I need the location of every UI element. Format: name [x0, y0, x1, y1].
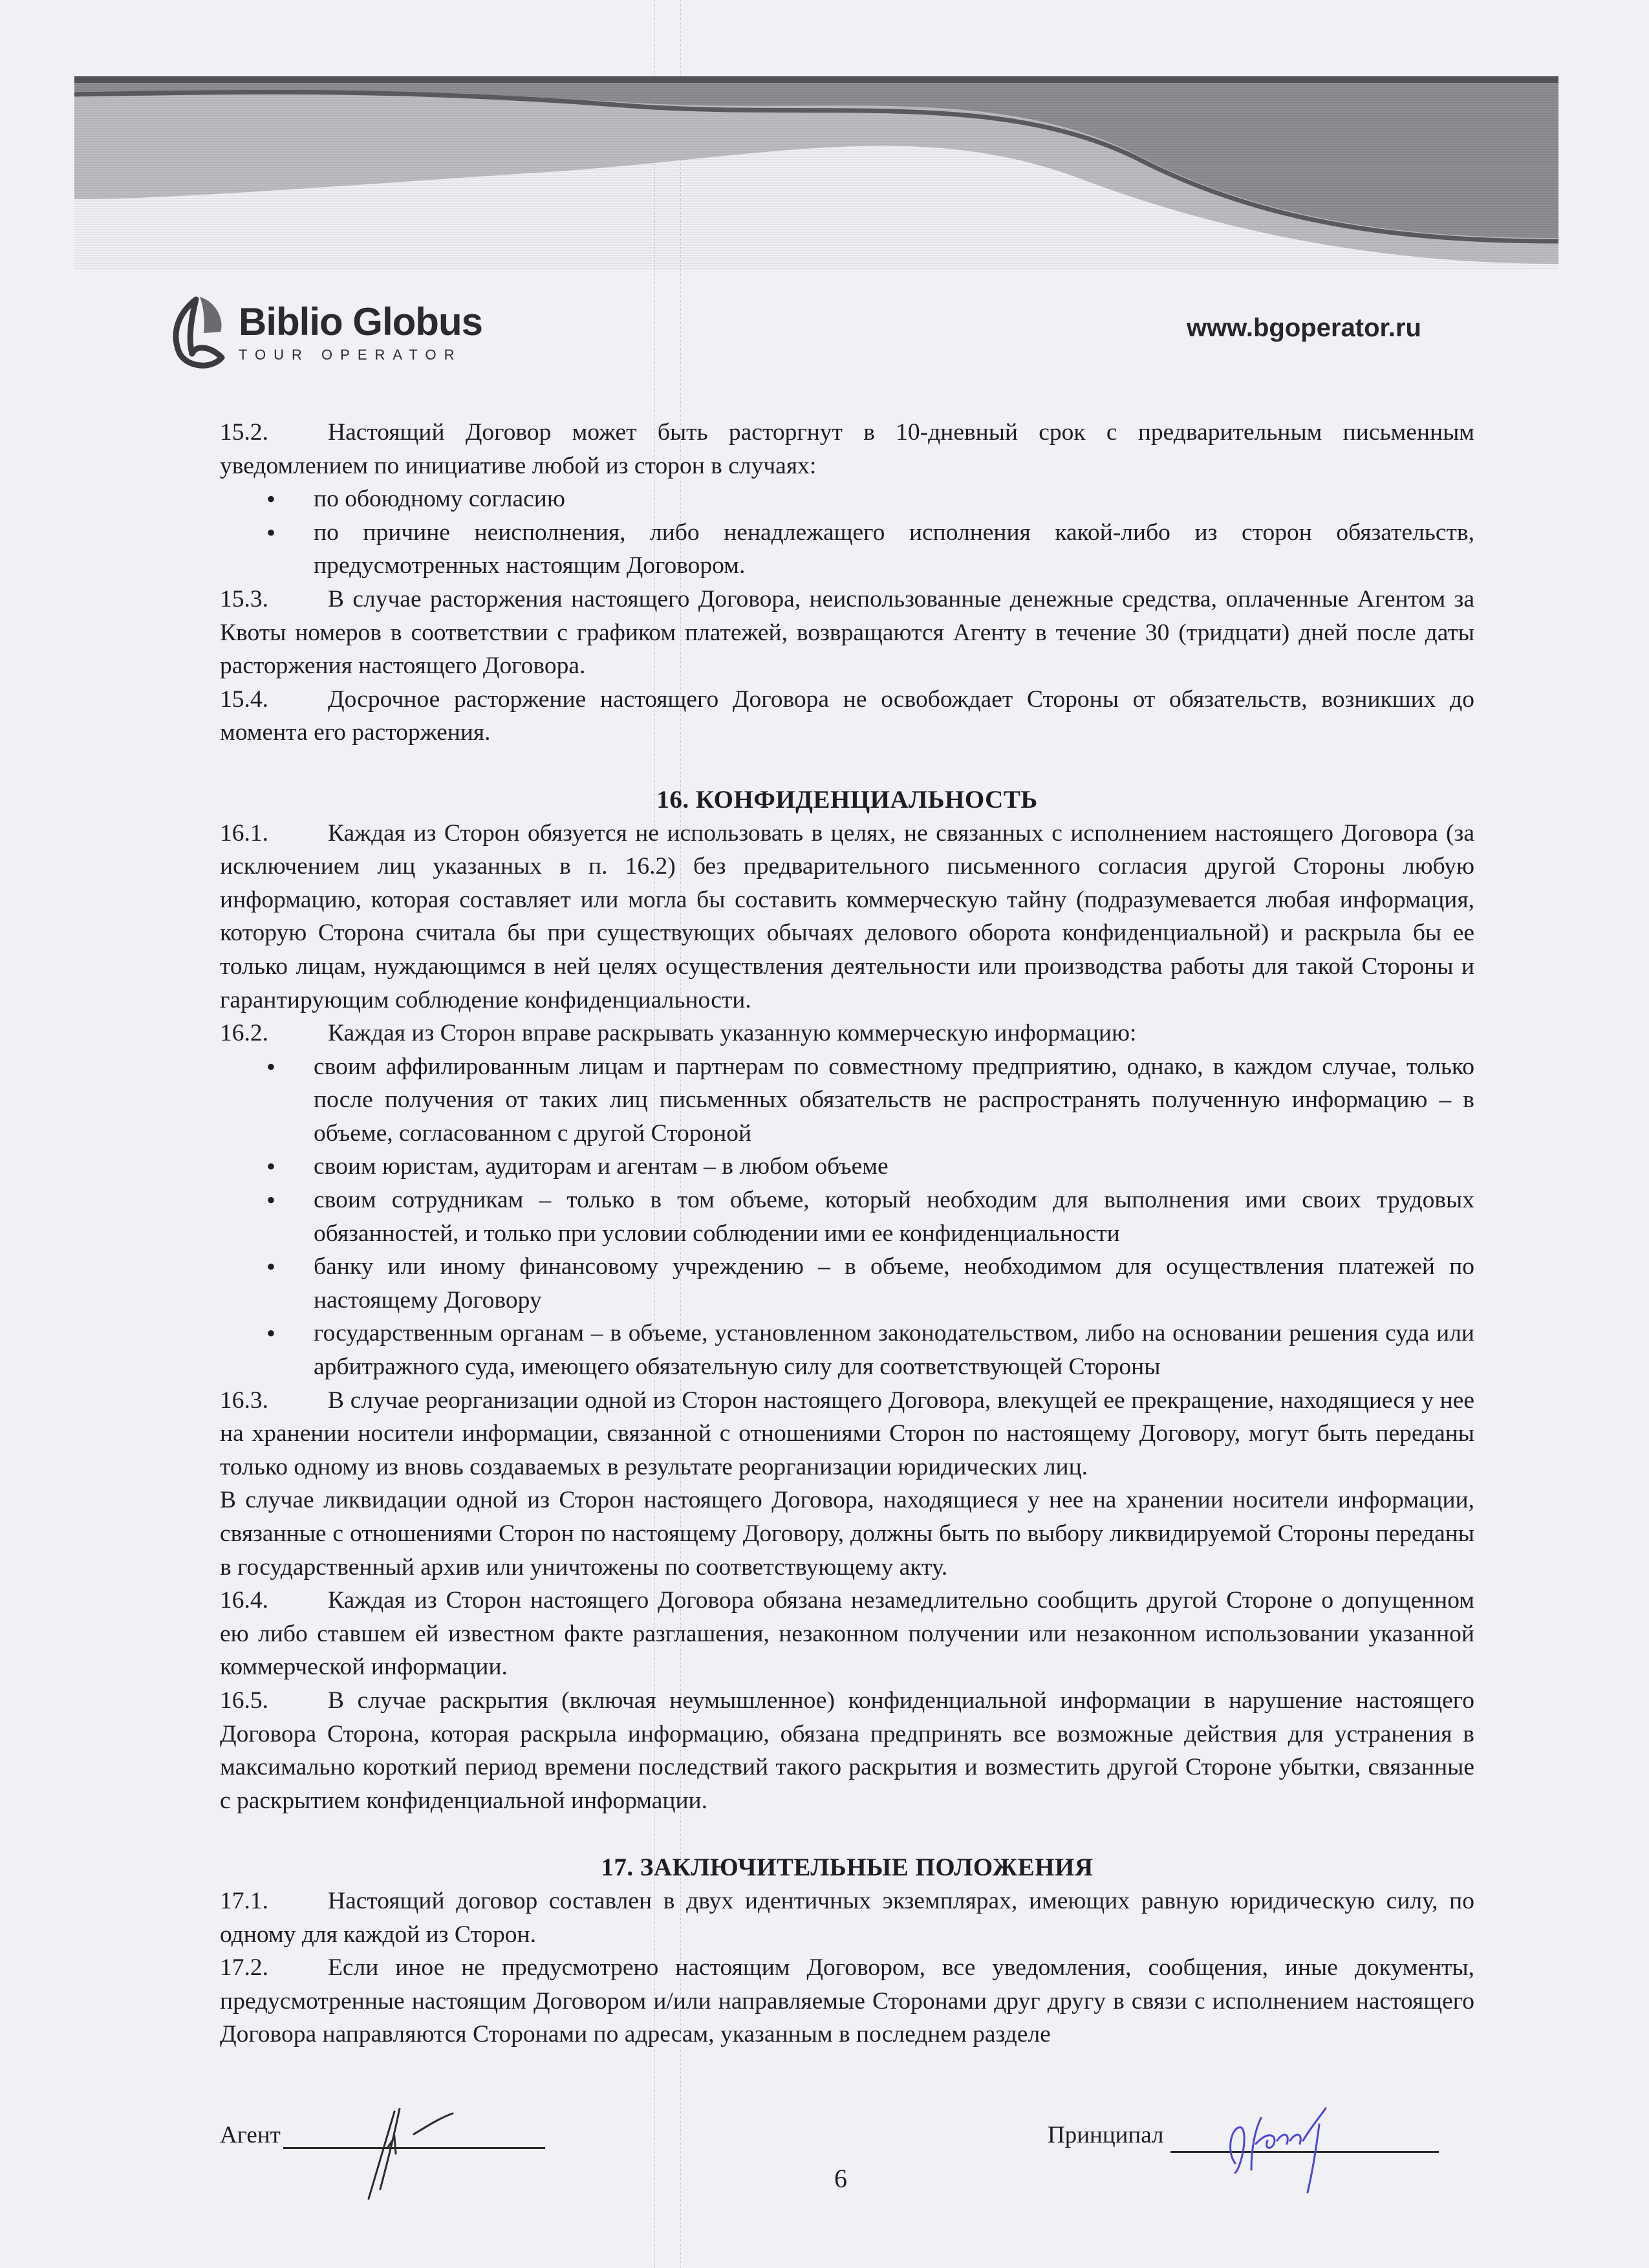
clause-text: В случае раскрытия (включая неумышленное) конфиденциальной информации в нарушение настоящего Договора Сторона, которая раскрыла информацию, обязана предпринять все возможные действия для устранения в максимально короткий период времени последствий такого раскрытия и возместить другой Стороне убытки, связанные с раскрытием конфиденциальной информации.: [220, 1687, 1474, 1814]
clause-text: Досрочное расторжение настоящего Договора не освобождает Стороны от обязательств, возникших до момента его расторжения.: [220, 686, 1474, 746]
clause-text: Каждая из Сторон вправе раскрывать указанную коммерческую информацию:: [328, 1020, 1137, 1047]
clause-text: Настоящий Договор может быть расторгнут в 10-дневный срок с предварительным письменным уведомлением по инициативе любой из сторон в случаях:: [220, 419, 1474, 479]
list-item: • своим юристам, аудиторам и агентам – в любом объеме: [220, 1150, 1474, 1183]
clause-16-2: [220, 1017, 1474, 1050]
clause-text: Настоящий договор составлен в двух идентичных экземплярах, имеющих равную юридическую силу, по одному для каждой из Сторон.: [220, 1887, 1474, 1948]
clause-17-2: [220, 1951, 1474, 2051]
page-number: 6: [834, 2164, 847, 2193]
list-item: • государственным органам – в объеме, установленном законодательством, либо на основании решения суда или арбитражного суда, имеющего обязательную силу для соответствующей Стороны: [220, 1317, 1474, 1383]
clause-15-4: [220, 683, 1474, 750]
clause-16-3: [220, 1384, 1474, 1484]
clause-15-2: [220, 416, 1474, 482]
clause-text: Каждая из Сторон настоящего Договора обязана незамедлительно сообщить другой Стороне о допущенном ею либо ставшем ей известном факте разглашения, незаконном получении или незаконном использовании указанной коммерческой информации.: [220, 1587, 1474, 1681]
principal-label: Принципал: [1048, 2122, 1164, 2148]
clause-number: 16.2.: [220, 1020, 268, 1047]
brand-name: Biblio Globus: [239, 300, 482, 343]
list-item: • по обоюдному согласию: [220, 482, 1474, 516]
clause-number: 16.3.: [220, 1387, 268, 1414]
clause-15-3: [220, 583, 1474, 683]
agent-signature: [330, 2108, 459, 2205]
clause-number: 17.2.: [220, 1954, 268, 1982]
list-item: • банку или иному финансовому учреждению – в объеме, необходимом для осуществления платежей по настоящему Договору: [220, 1250, 1474, 1317]
clause-16-3-continued: В случае ликвидации одной из Сторон настоящего Договора, находящиеся у нее на хранении носители информации, связанные с отношениями Сторон по настоящему Договору, должны быть по выбору ликвидируемой Стороны переданы в государственный архив или уничтожены по соответствующему акту.: [220, 1487, 1474, 1581]
clause-text: Каждая из Сторон обязуется не использовать в целях, не связанных с исполнением настоящего Договора (за исключением лиц указанных в п. 16.2) без предварительного письменного согласия другой Стороны любую информацию, которая составляет или могла бы составить коммерческую тайну (подразумевается любая информация, которую Сторона считала бы при существующих обычаях делового оборота конфиденциальной) и раскрыла бы ее только лицам, нуждающимся в ней целях осуществления деятельности или производства работы для такой Стороны и гарантирующим соблюдение конфиденциальности.: [220, 819, 1474, 1013]
clause-15-2-list: [220, 482, 1474, 583]
clause-number: 15.3.: [220, 585, 268, 612]
clause-text: Если иное не предусмотрено настоящим Договором, все уведомления, сообщения, иные документы, предусмотренные настоящим Договором и/или направляемые Сторонами друг другу в связи с исполнением настоящего Договора направляются Сторонами по адресам, указанным в последнем разделе: [220, 1954, 1474, 2048]
clause-17-1: [220, 1885, 1474, 1951]
clause-16-2-list: [220, 1050, 1474, 1384]
clause-text: В случае расторжения настоящего Договора, неиспользованные денежные средства, оплаченные Агентом за Квоты номеров в соответствии с графиком платежей, возвращаются Агенту в течение 30 (тридцати) дней после даты расторжения настоящего Договора.: [220, 585, 1474, 680]
clause-16-5: [220, 1684, 1474, 1817]
brand-logo: [165, 294, 482, 372]
clause-number: 16.4.: [220, 1587, 268, 1614]
list-item: • по причине неисполнения, либо ненадлежащего исполнения какой-либо из сторон обязательств, предусмотренных настоящим Договором.: [220, 516, 1474, 583]
list-item: • своим аффилированным лицам и партнерам по совместному предприятию, однако, в каждом случае, только после получения от таких лиц письменных обязательств не распространять полученную информацию – в объеме, согласованном с другой Стороной: [220, 1050, 1474, 1150]
clause-16-4: [220, 1584, 1474, 1684]
document-body: [220, 416, 1474, 2051]
clause-16-1: [220, 817, 1474, 1017]
biblio-globus-logo-icon: [165, 294, 230, 372]
section-title-17: 17. ЗАКЛЮЧИТЕЛЬНЫЕ ПОЛОЖЕНИЯ: [601, 1853, 1094, 1882]
header-wave-banner: [74, 76, 1558, 270]
clause-number: 16.1.: [220, 819, 268, 847]
brand-subtitle: TOUR OPERATOR: [239, 347, 462, 363]
website-url: www.bgoperator.ru: [1187, 314, 1421, 342]
agent-label: Агент: [220, 2122, 281, 2148]
signature-row: [220, 2121, 1474, 2199]
section-title-16: 16. КОНФИДЕНЦИАЛЬНОСТЬ: [656, 785, 1038, 814]
clause-number: 15.2.: [220, 419, 268, 446]
clause-number: 17.1.: [220, 1887, 268, 1914]
clause-number: 16.5.: [220, 1687, 268, 1714]
principal-signature: [1216, 2105, 1345, 2196]
clause-number: 15.4.: [220, 686, 268, 713]
list-item: • своим сотрудникам – только в том объеме, который необходим для выполнения ими своих трудовых обязанностей, и только при условии соблюдении ими ее конфиденциальности: [220, 1183, 1474, 1250]
clause-text: В случае реорганизации одной из Сторон настоящего Договора, влекущей ее прекращение, находящиеся у нее на хранении носители информации, связанной с отношениями Сторон по настоящему Договору, могут быть переданы только одному из вновь создаваемых в результате реорганизации юридических лиц.: [220, 1387, 1474, 1480]
